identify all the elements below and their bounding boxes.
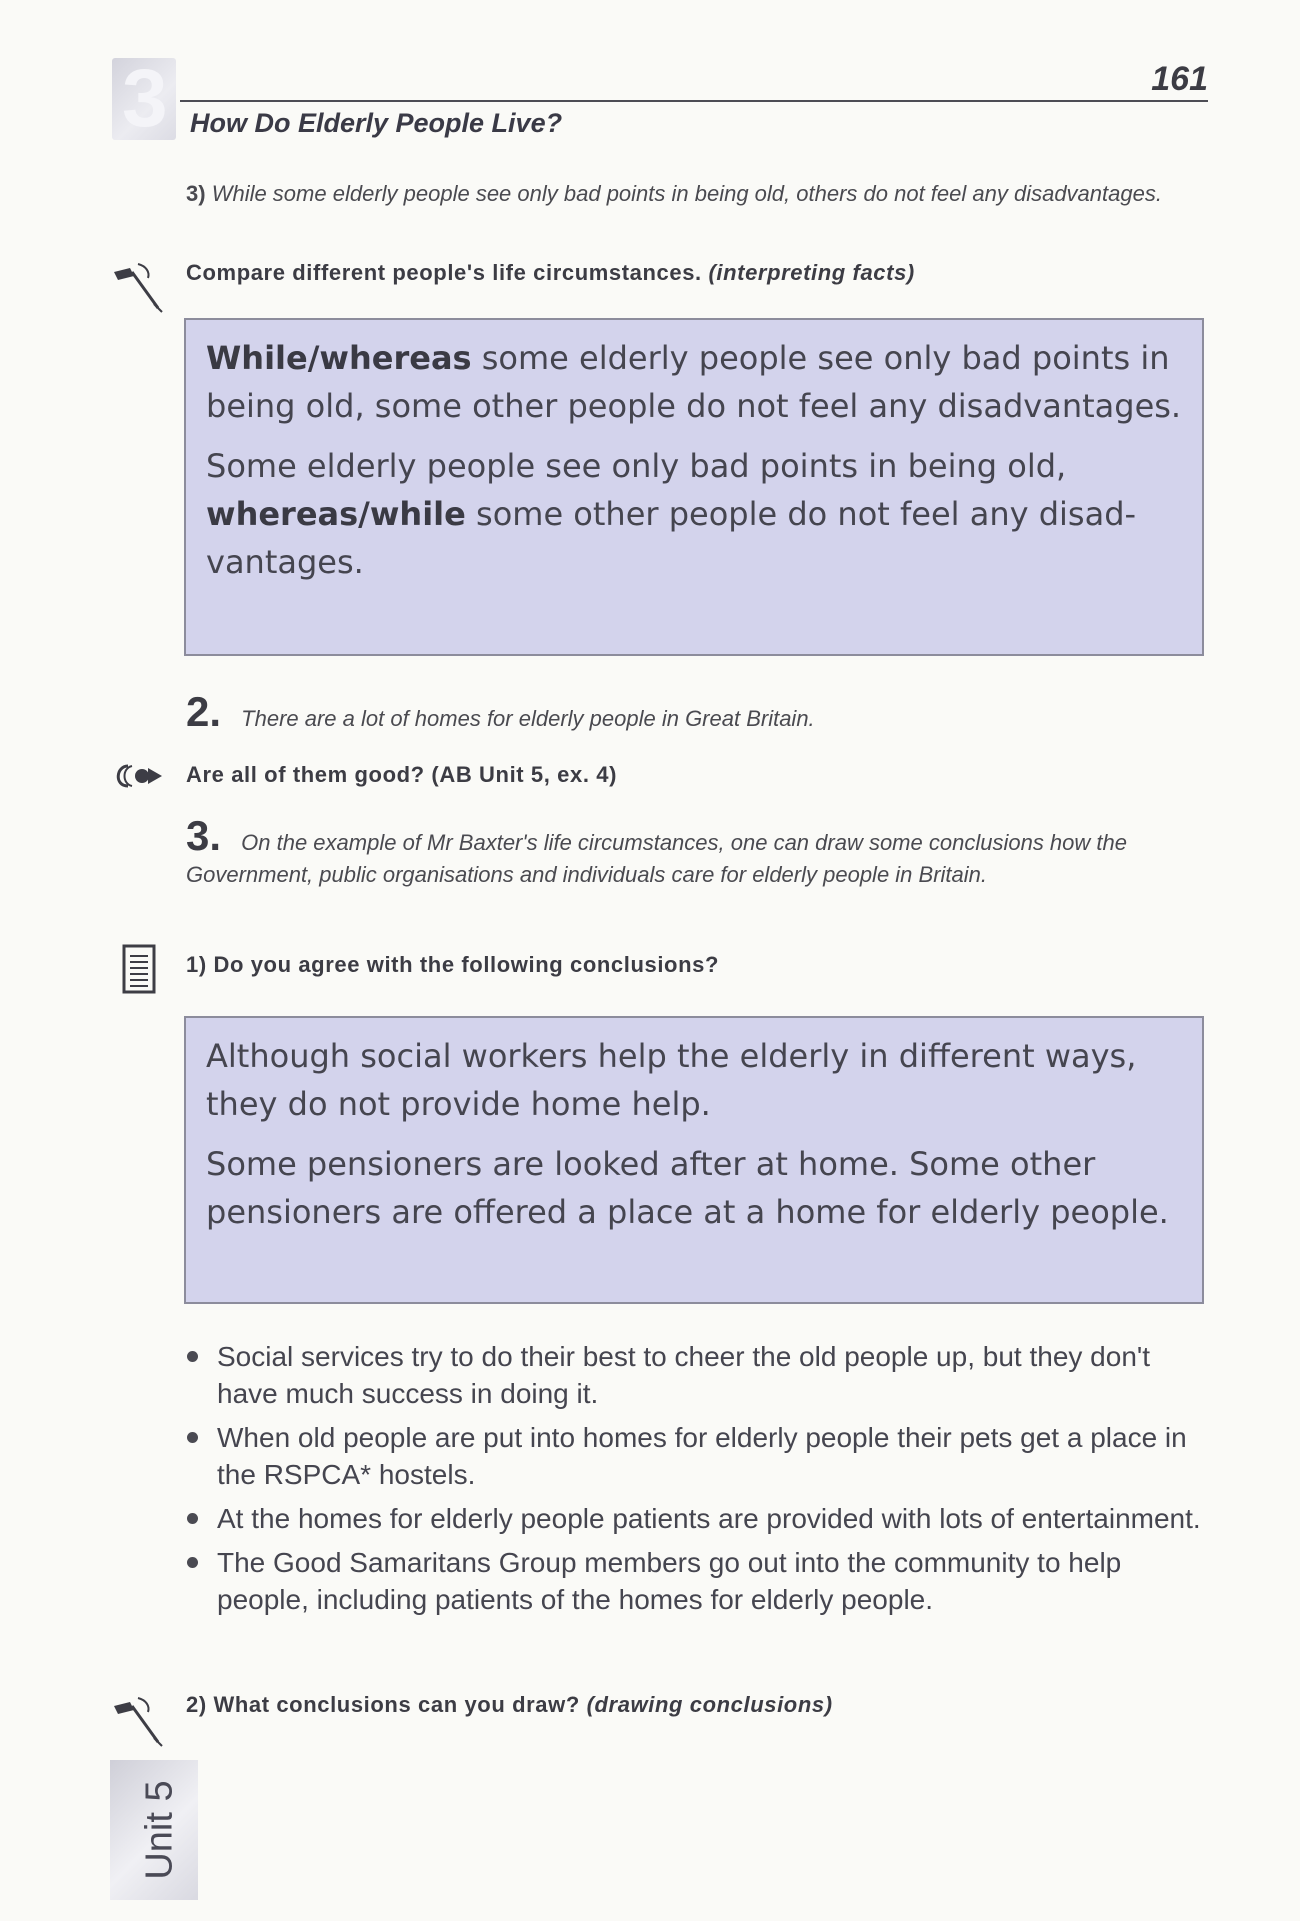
bullet-icon (187, 1513, 198, 1524)
conclusions-box (184, 1016, 1204, 1304)
pen-icon (108, 254, 168, 321)
list-item (185, 1419, 1205, 1493)
bullet-icon (187, 1432, 198, 1443)
section1-instruction (186, 260, 1206, 286)
exercise-3-number: 3. (186, 812, 222, 859)
list-item-text: Social services try to do their best to cheer the old people up, but they don't have much success in doing it. (217, 1341, 1151, 1409)
list-item (185, 1500, 1205, 1537)
exercise-2-question: Are all of them good? (AB Unit 5, ex. 4) (186, 762, 618, 787)
list-item-text: The Good Samaritans Group members go out into the community to help people, including patients of the homes for elderly people. (217, 1547, 1122, 1615)
instruction-tag: (interpreting facts) (708, 260, 915, 285)
chapter-number: 3 (122, 53, 168, 144)
chapter-title: How Do Elderly People Live? (190, 108, 563, 138)
final-question-tag: (drawing conclusions) (586, 1692, 833, 1717)
box2-paragraph-1: Although social workers help the elderly in different ways, they do not provide home help. (206, 1037, 1137, 1123)
header-rule (180, 100, 1208, 102)
list-item-text: When old people are put into homes for elderly people their pets get a place in the RSPCA* hostels. (217, 1422, 1187, 1490)
box1-text-2a: Some elderly people see only bad points in being old, (206, 447, 1067, 485)
bullet-icon (187, 1557, 198, 1568)
audio-icon (108, 760, 164, 797)
exercise-2 (186, 688, 1206, 735)
box1-text-2b: some other people do not feel any disadvantages. (206, 495, 1137, 581)
box1-text-1: some elderly people see only bad points in being old, some other people do not feel any disadvantages. (206, 339, 1182, 425)
box1-keyword-2: whereas/while (206, 495, 466, 533)
exercise-2-number: 2. (186, 688, 222, 735)
section1-text: While some elderly people see only bad points in being old, others do not feel any disadvantages. (211, 181, 1162, 206)
exercise-3-question: 1) Do you agree with the following conclusions? (186, 952, 720, 977)
instruction-text: Compare different people's life circumstances. (186, 260, 702, 285)
box1-keyword-1: While/whereas (206, 339, 472, 377)
box1-paragraph-1 (206, 334, 1182, 430)
bullet-icon (187, 1351, 198, 1362)
exercise-3-text: On the example of Mr Baxter's life circumstances, one can draw some conclusions how the Government, public organisations and individuals care for elderly people in Britain. (186, 830, 1127, 887)
chapter-badge (112, 53, 176, 144)
grammar-box-while-whereas (184, 318, 1204, 656)
pen-icon (108, 1688, 168, 1755)
section1-paragraph (186, 178, 1206, 210)
conclusions-list (185, 1338, 1205, 1625)
list-item-text: At the homes for elderly people patients are provided with lots of entertainment. (217, 1503, 1201, 1534)
box2-paragraph-2: Some pensioners are looked after at home. Some other pensioners are offered a place at a home for elderly people. (206, 1145, 1169, 1231)
final-question-text: 2) What conclusions can you draw? (186, 1692, 580, 1717)
unit-label: Unit 5 (138, 1780, 181, 1880)
item-label: 3) (186, 181, 206, 206)
page-number: 161 (1151, 60, 1208, 98)
notepad-icon (122, 944, 156, 999)
exercise-3 (186, 812, 1206, 891)
list-item (185, 1544, 1205, 1618)
exercise-2-text: There are a lot of homes for elderly people in Great Britain. (241, 706, 815, 731)
box1-paragraph-2 (206, 442, 1182, 586)
final-question (186, 1692, 1206, 1718)
list-item (185, 1338, 1205, 1412)
